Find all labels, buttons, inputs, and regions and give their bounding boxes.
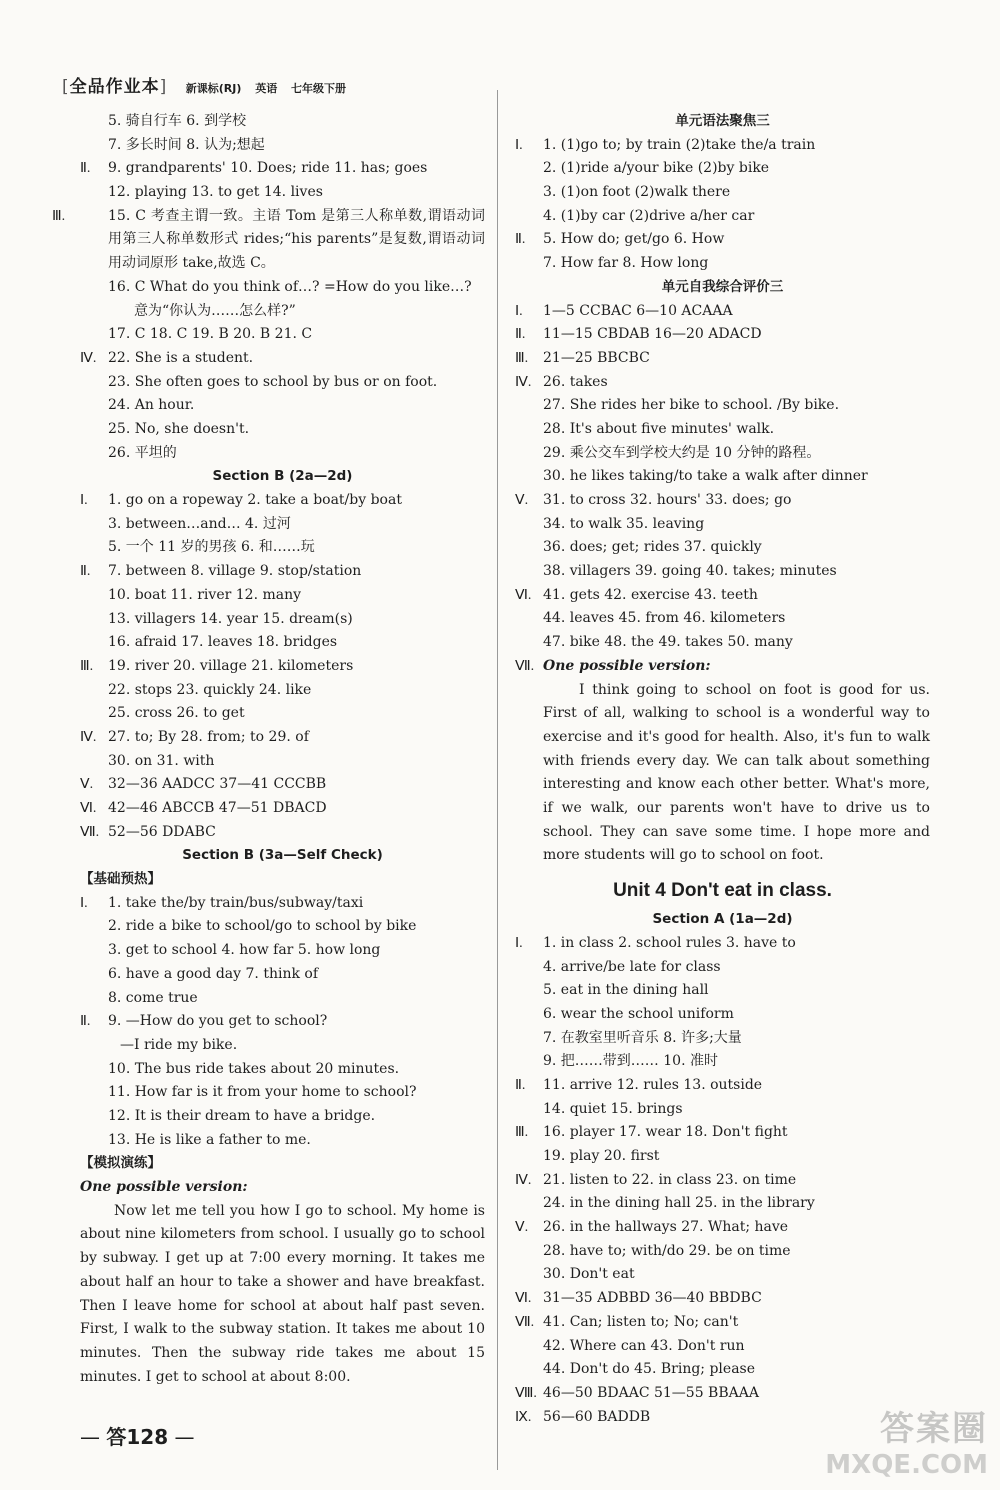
answer-text: 15. C 考查主谓一致。主语 Tom 是第三人称单数,谓语动词用第三人称单数形式 rides;“his parents”是复数,谓语动词用动词原形 take,故选 C。 [108,207,485,272]
watermark [825,1401,988,1480]
right-column [515,110,930,1429]
unit-title: Unit 4 Don't eat in class. [613,880,832,902]
answer-line: 7. 在教室里听音乐 8. 许多;大量 [543,1029,742,1046]
answer-line: 26. 平坦的 [108,444,177,461]
answer-line: 22. stops 23. quickly 24. like [108,681,312,698]
roman-numeral: Ⅳ. [80,350,97,366]
roman-numeral: Ⅴ. [80,777,94,793]
answer-text: 9. grandparents' 10. Does; ride 11. has; goes [108,160,428,177]
answer-line: 23. She often goes to school by bus or on foot. [108,373,438,390]
roman-numeral: Ⅵ. [515,587,532,603]
answer-text: 19. river 20. village 21. kilometers [108,657,354,674]
answer-text: 1. (1)go to; by train (2)take the/a train [543,136,816,153]
answer-line: 5. eat in the dining hall [543,982,709,999]
book-brand: [全品作业本] [62,77,168,97]
roman-numeral: Ⅱ. [515,327,526,343]
answer-line: 3. get to school 4. how far 5. how long [108,942,381,959]
roman-numeral: Ⅵ. [80,801,97,817]
section-heading: 单元语法聚焦三 [675,113,770,129]
answer-line: 13. He is like a father to me. [108,1131,311,1148]
roman-numeral: Ⅰ. [515,137,523,153]
answer-text: 21—25 BBCBC [543,349,650,366]
roman-numeral: Ⅱ. [80,161,91,177]
version-label: One possible version: [80,1179,248,1196]
answer-text: 46—50 BDAAC 51—55 BBAAA [543,1384,759,1401]
answer-line [80,726,485,750]
section-heading: Section A (1a—2d) [652,911,793,928]
answer-line: 44. leaves 45. from 46. kilometers [543,610,786,627]
roman-numeral: Ⅱ. [80,1014,91,1030]
answer-line [515,300,930,324]
answer-text: 1—5 CCBAC 6—10 ACAAA [543,302,733,319]
answer-line [515,655,930,679]
book-meta [186,82,356,95]
roman-numeral: Ⅳ. [80,729,97,745]
answer-line [80,347,485,371]
answer-text: 5. How do; get/go 6. How [543,231,725,248]
answer-text: 7. between 8. village 9. stop/station [108,563,362,580]
answer-line [80,773,485,797]
answer-text: 26. takes [543,373,608,390]
answer-line: 24. An hour. [108,397,195,414]
answer-line: 11. How far is it from your home to school? [108,1084,417,1101]
roman-numeral: Ⅵ. [515,1291,532,1307]
answer-line: 17. C 18. C 19. B 20. B 21. C [108,326,313,343]
essay-paragraph: I think going to school on foot is good for us. First of all, walking to school is a wonderful way to exercise and it's good for health. Also, it's fun to walk with friends every day. We can talk about something interesting and know each other better. What's more, if we walk, our parents won't have to drive us to school. They can save some time. I hope more and more students will go to school on foot. [543,681,930,864]
answer-line: 16. C What do you think of…? =How do you like…? 意为“你认为……怎么样?” [108,278,472,319]
answer-line: 7. 多长时间 8. 认为;想起 [108,136,265,153]
answer-line [515,1311,930,1335]
answer-line: 30. he likes taking/to take a walk after dinner [543,468,868,485]
answer-text: 27. to; By 28. from; to 29. of [108,728,309,745]
answer-line [80,489,485,513]
answer-line: 44. Don't do 45. Bring; please [543,1361,756,1378]
answer-text: 1. go on a ropeway 2. take a boat/by boat [108,492,402,509]
subsection-label: 【模拟演练】 [80,1155,161,1172]
answer-line: 6. have a good day 7. think of [108,965,318,982]
answer-line: 38. villagers 39. going 40. takes; minutes [543,563,837,580]
answer-line: 5. 一个 11 岁的男孩 6. 和……玩 [108,539,315,556]
answer-line [515,323,930,347]
answer-line: 28. It's about five minutes' walk. [543,420,775,437]
answer-line [52,205,485,276]
answer-line: 34. to walk 35. leaving [543,515,705,532]
edition-label: 新课标(RJ) [185,82,242,95]
answer-line: —I ride my bike. [120,1036,238,1053]
answer-line: 29. 乘公交车到学校大约是 10 分钟的路程。 [543,444,821,461]
answer-line: 2. (1)ride a/your bike (2)by bike [543,160,770,177]
subsection-label: 【基础预热】 [80,871,161,888]
roman-numeral: Ⅲ. [515,1125,529,1141]
answer-text: 26. in the hallways 27. What; have [543,1219,789,1236]
answer-text: 56—60 BADDB [543,1408,651,1425]
roman-numeral: Ⅸ. [515,1409,532,1425]
answer-text: 11. arrive 12. rules 13. outside [543,1076,763,1093]
grade-label: 七年级下册 [291,82,347,95]
roman-numeral: Ⅰ. [515,303,523,319]
left-column [52,110,485,1389]
answer-line [80,892,485,916]
page-number: — 答128 — [80,1425,195,1449]
answer-line: 4. (1)by car (2)drive a/her car [543,207,755,224]
answer-line [515,134,930,158]
roman-numeral: Ⅶ. [80,824,100,840]
roman-numeral: Ⅴ. [515,493,529,508]
answer-line: 28. have to; with/do 29. be on time [543,1242,791,1259]
answer-line [80,1010,485,1034]
section-heading: 单元自我综合评价三 [661,278,784,295]
answer-line [515,1169,930,1193]
answer-line: 36. does; get; rides 37. quickly [543,539,762,556]
answer-line: 10. boat 11. river 12. many [108,586,302,603]
roman-numeral: Ⅲ. [80,658,94,674]
answer-text: 32—36 AADCC 37—41 CCCBB [108,776,327,793]
roman-numeral: Ⅷ. [515,1385,537,1401]
answer-line [515,1216,930,1240]
answer-text: 9. —How do you get to school? [108,1013,328,1030]
answer-line: 2. ride a bike to school/go to school by bike [108,918,417,935]
answer-line: 24. in the dining hall 25. in the library [543,1195,815,1212]
answer-text: 52—56 DDABC [108,823,216,840]
answer-line [80,797,485,821]
answer-line [515,1287,930,1311]
answer-line: 27. She rides her bike to school. /By bike. [543,397,840,414]
answer-line [515,489,930,513]
roman-numeral: Ⅲ. [52,208,66,224]
answer-line: 8. come true [108,989,198,1006]
answer-line: 12. playing 13. to get 14. lives [108,184,323,201]
answer-line: 30. Don't eat [543,1266,635,1283]
section-heading: Section B (2a—2d) [212,468,353,485]
answer-line: 7. How far 8. How long [543,255,709,272]
answer-text: 1. take the/by train/bus/subway/taxi [108,894,364,911]
answer-text: 41. gets 42. exercise 43. teeth [543,586,758,603]
roman-numeral: Ⅶ. [515,1314,535,1330]
essay-paragraph: Now let me tell you how I go to school. My home is about nine kilometers from school. I usually go to school by subway. I get up at 7:00 every morning. It takes me about half an hour to take a shower and have breakfast. Then I leave home for school at about half past seven. First, I walk to the subway station. It takes me about 10 minutes. Then the subway ride takes me about 15 minutes. I get to school at about 8:00. [80,1202,485,1385]
roman-numeral: Ⅳ. [515,1172,532,1188]
answer-text: 16. player 17. wear 18. Don't fight [543,1124,788,1141]
answer-line: 9. 把……带到…… 10. 准时 [543,1053,718,1070]
answer-line [80,560,485,584]
answer-line: 42. Where can 43. Don't run [543,1337,745,1354]
answer-line: 6. wear the school uniform [543,1005,734,1022]
page-header [62,72,356,97]
answer-line [515,347,930,371]
answer-line: 25. cross 26. to get [108,705,245,722]
roman-numeral: Ⅰ. [80,493,88,509]
answer-text: 42—46 ABCCB 47—51 DBACD [108,800,327,817]
roman-numeral: Ⅲ. [515,350,529,366]
answer-text: 31. to cross 32. hours' 33. does; go [543,492,792,508]
answer-line [80,157,485,181]
roman-numeral: Ⅳ. [515,374,532,390]
roman-numeral: Ⅶ. [515,658,535,674]
answer-line: 10. The bus ride takes about 20 minutes. [108,1060,400,1077]
answer-line: 3. (1)on foot (2)walk there [543,184,731,201]
answer-line [515,932,930,956]
answer-text: One possible version: [543,657,711,674]
answer-text: 11—15 CBDAB 16—20 ADACD [543,326,762,343]
answer-text: 22. She is a student. [108,349,254,366]
answer-line [515,371,930,395]
answer-line: 19. play 20. first [543,1148,660,1164]
answer-line: 4. arrive/be late for class [543,958,721,975]
answer-line: 12. It is their dream to have a bridge. [108,1107,376,1124]
column-divider [497,90,498,1470]
answer-line: 5. 骑自行车 6. 到学校 [108,113,247,129]
answer-line: 25. No, she doesn't. [108,421,250,438]
answer-text: 31—35 ADBBD 36—40 BBDBC [543,1290,762,1307]
answer-line [515,1074,930,1098]
answer-line: 3. between…and… 4. 过河 [108,515,291,532]
section-heading: Section B (3a—Self Check) [182,847,383,864]
answer-line [515,584,930,608]
answer-line [80,821,485,845]
answer-line: 13. villagers 14. year 15. dream(s) [108,610,353,627]
answer-line [515,228,930,252]
subject-label: 英语 [255,82,278,95]
roman-numeral: Ⅰ. [80,895,88,911]
watermark-url: MXQE.COM [825,1450,988,1480]
roman-numeral: Ⅱ. [515,1077,526,1093]
answer-text: 21. listen to 22. in class 23. on time [543,1171,797,1188]
roman-numeral: Ⅱ. [515,232,526,248]
answer-line: 30. on 31. with [108,752,215,769]
roman-numeral: Ⅴ. [515,1220,529,1236]
answer-line [515,1121,930,1145]
watermark-logo: 答案圈 [880,1409,988,1449]
answer-text: 1. in class 2. school rules 3. have to [543,934,796,951]
answer-line [80,655,485,679]
roman-numeral: Ⅱ. [80,564,91,580]
answer-line: 47. bike 48. the 49. takes 50. many [543,634,793,651]
answer-text: 41. Can; listen to; No; can't [543,1313,739,1330]
answer-line: 14. quiet 15. brings [543,1100,683,1117]
answer-line: 16. afraid 17. leaves 18. bridges [108,634,338,651]
roman-numeral: Ⅰ. [515,935,523,951]
